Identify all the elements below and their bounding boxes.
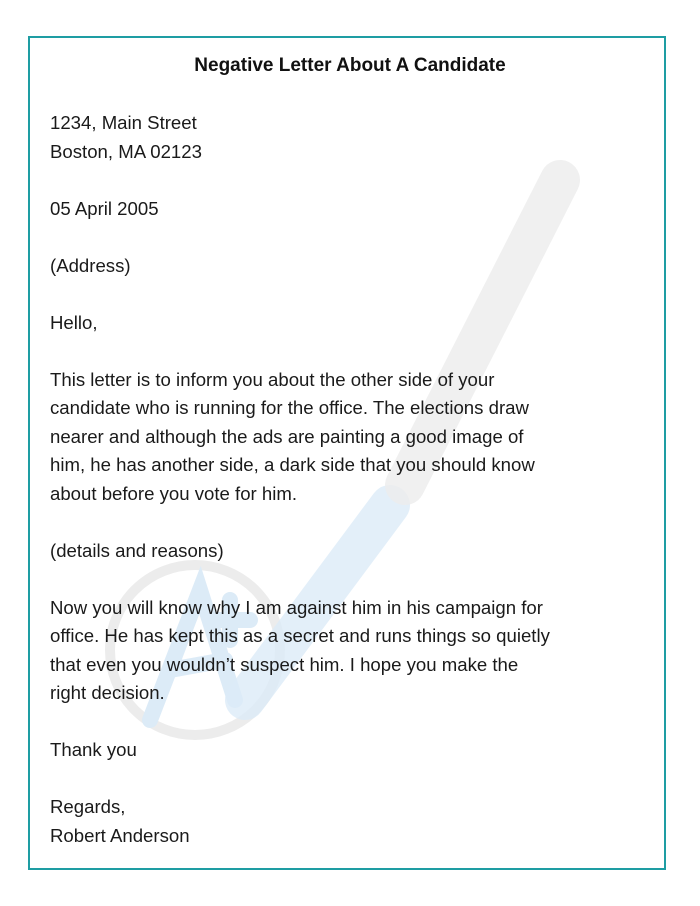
recipient-address <box>50 252 660 281</box>
text-line: that even you wouldn’t suspect him. I hope you make the <box>50 653 519 675</box>
closing-paragraph <box>50 594 660 708</box>
text-line: This letter is to inform you about the other side of your <box>50 368 495 390</box>
text-line: Hello, <box>50 311 98 333</box>
text-line: right decision. <box>50 682 165 703</box>
text-line: about before you vote for him. <box>50 482 298 504</box>
text-line: nearer and although the ads are painting a good image of <box>50 425 524 447</box>
thanks <box>50 736 660 765</box>
letter-body <box>50 109 660 879</box>
text-line: Robert Anderson <box>50 824 190 846</box>
signature <box>50 793 660 850</box>
details-placeholder <box>50 537 660 566</box>
text-line: 1234, Main Street <box>50 112 197 133</box>
text-line: 05 April 2005 <box>50 197 159 219</box>
intro-paragraph <box>50 366 660 509</box>
text-line: candidate who is running for the office. The elections draw <box>50 397 529 418</box>
sender-address <box>50 109 660 166</box>
text-line: Regards, <box>50 796 126 817</box>
date <box>50 195 660 224</box>
salutation <box>50 309 660 338</box>
text-line: Thank you <box>50 739 137 760</box>
text-line: Boston, MA 02123 <box>50 140 202 162</box>
text-line: him, he has another side, a dark side that you should know <box>50 454 535 475</box>
text-line: (details and reasons) <box>50 539 224 561</box>
text-line: (Address) <box>50 254 131 276</box>
letter-title: Negative Letter About A Candidate <box>194 55 506 76</box>
text-line: office. He has kept this as a secret and runs things so quietly <box>50 625 550 646</box>
text-line: Now you will know why I am against him in his campaign for <box>50 596 543 618</box>
